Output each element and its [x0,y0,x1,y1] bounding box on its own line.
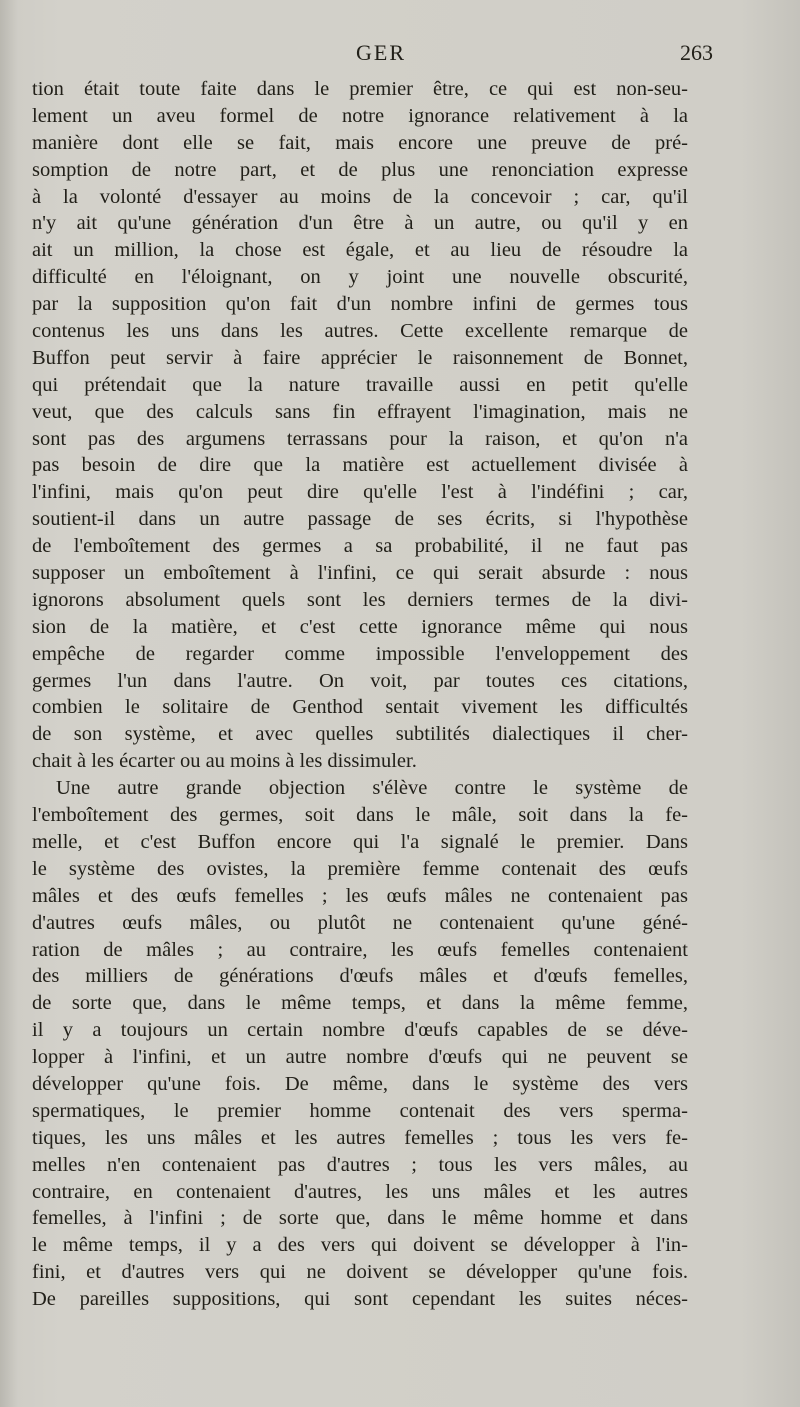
text-line: lopper à l'infini, et un autre nombre d'œufs qui ne peuvent se [32,1046,688,1069]
text-line: fini, et d'autres vers qui ne doivent se développer qu'une fois. [32,1261,688,1284]
text-line: soutient-il dans un autre passage de ses écrits, si l'hypothèse [32,508,688,531]
text-line: veut, que des calculs sans fin effrayent l'imagination, mais ne [32,400,688,423]
text-line: manière dont elle se fait, mais encore une preuve de pré- [32,131,688,154]
text-line: pas besoin de dire que la matière est actuellement divisée à [32,454,688,477]
text-line: lement un aveu formel de notre ignorance relativement à la [32,104,688,127]
text-line: Une autre grande objection s'élève contre le système de [56,777,688,800]
text-line: empêche de regarder comme impossible l'enveloppement des [32,642,688,665]
text-line: Buffon peut servir à faire apprécier le raisonnement de Bonnet, [32,346,688,369]
text-line: femelles, à l'infini ; de sorte que, dans le même homme et dans [32,1207,688,1230]
text-line: supposer un emboîtement à l'infini, ce qui serait absurde : nous [32,562,688,585]
text-line: n'y ait qu'une génération d'un être à un autre, ou qu'il y en [32,212,688,235]
text-line: ait un million, la chose est égale, et au lieu de résoudre la [32,239,688,262]
text-line: melles n'en contenaient pas d'autres ; tous les vers mâles, au [32,1153,688,1176]
text-line: l'infini, mais qu'on peut dire qu'elle l'est à l'indéfini ; car, [32,481,688,504]
text-line: le même temps, il y a des vers qui doivent se développer à l'in- [32,1234,688,1257]
text-line: sont pas des argumens terrassans pour la raison, et qu'on n'a [32,427,688,450]
text-line: chait à les écarter ou au moins à les dissimuler. [32,750,417,773]
text-line: mâles et des œufs femelles ; les œufs mâles ne contenaient pas [32,884,688,907]
text-line: ignorons absolument quels sont les derniers termes de la divi- [32,588,688,611]
text-line: d'autres œufs mâles, ou plutôt ne contenaient qu'une géné- [32,911,688,934]
running-head: GER [356,40,406,65]
text-line: contraire, en contenaient d'autres, les uns mâles et les autres [32,1180,688,1203]
text-line: des milliers de générations d'œufs mâles et d'œufs femelles, [32,965,688,988]
text-line: germes l'un dans l'autre. On voit, par toutes ces citations, [32,669,688,692]
text-line: tiques, les uns mâles et les autres femelles ; tous les vers fe- [32,1126,688,1149]
paragraph-2 [32,775,688,1313]
text-line: De pareilles suppositions, qui sont cependant les suites néces- [32,1288,688,1311]
body-text [32,76,688,1313]
text-line: il y a toujours un certain nombre d'œufs capables de se déve- [32,1019,688,1042]
text-line: de son système, et avec quelles subtilités dialectiques il cher- [32,723,688,746]
text-line: spermatiques, le premier homme contenait des vers sperma- [32,1099,688,1122]
page-header [30,38,790,78]
paragraph-1 [32,76,688,775]
text-line: de l'emboîtement des germes a sa probabilité, il ne faut pas [32,535,688,558]
page-number: 263 [680,40,713,65]
text-line: melle, et c'est Buffon encore qui l'a signalé le premier. Dans [32,830,688,853]
text-line: ration de mâles ; au contraire, les œufs femelles contenaient [32,938,688,961]
text-line: contenus les uns dans les autres. Cette excellente remarque de [32,320,688,343]
text-line: somption de notre part, et de plus une renonciation expresse [32,158,688,181]
text-line: tion était toute faite dans le premier être, ce qui est non-seu- [32,78,688,100]
text-line: sion de la matière, et c'est cette ignorance même qui nous [32,615,688,638]
text-line: à la volonté d'essayer au moins de la concevoir ; car, qu'il [32,185,688,208]
text-line: le système des ovistes, la première femme contenait des œufs [32,857,688,880]
text-line: l'emboîtement des germes, soit dans le mâle, soit dans la fe- [32,804,688,827]
text-line: de sorte que, dans le même temps, et dans la même femme, [32,992,688,1015]
text-line: difficulté en l'éloignant, on y joint une nouvelle obscurité, [32,266,688,289]
text-line: développer qu'une fois. De même, dans le système des vers [32,1072,688,1095]
text-line: par la supposition qu'on fait d'un nombre infini de germes tous [32,293,688,316]
text-line: combien le solitaire de Genthod sentait vivement les difficultés [32,696,688,719]
text-line: qui prétendait que la nature travaille aussi en petit qu'elle [32,373,688,396]
